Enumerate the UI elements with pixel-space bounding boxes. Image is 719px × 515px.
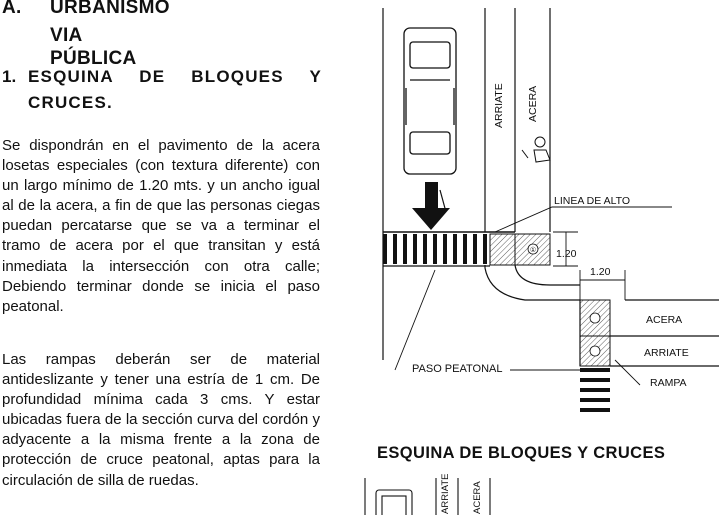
acera-label-horizontal: ACERA	[646, 314, 683, 326]
section-letter: A.	[2, 0, 22, 18]
crosswalk-stripes-vertical	[580, 368, 610, 412]
paso-peatonal-label: PASO PEATONAL	[412, 363, 503, 375]
dimension-vertical-label: 1.20	[556, 248, 577, 260]
subsection-title-line2: CRUCES.	[28, 93, 113, 112]
paragraph-rampas: Las rampas deberán ser de material antideslizante y tener una estría de 1 cm. De profundidad mínima cada 3 cms. Y estar ubicadas fuera de la sección curva del cordón y adyacente a la misma frente a la zona de protección de cruce peatonal, aptas para la circulación de silla de ruedas.	[2, 351, 320, 489]
pedestrian-icon	[522, 137, 550, 162]
section-title-line1: URBANISMO	[50, 0, 170, 18]
direction-arrow-icon	[412, 182, 450, 230]
second-acera-label: ACERA	[472, 481, 483, 514]
diagram-caption: ESQUINA DE BLOQUES Y CRUCES	[377, 444, 666, 462]
paragraph-losetas: Se dispondrán en el pavimento de la acera losetas especiales (con textura diferente) con un largo mínimo de 1.20 mts. y un ancho igual al de la acera, a fin de que las personas ciegas puedan percatarse que se va a terminar el tramo de acera por el que transitan y está inmediata la intersección con otra calle; Debiendo terminar donde se inicia el paso peatonal.	[2, 137, 320, 315]
section-title-line2: VIA PÚBLICA	[50, 25, 137, 69]
text-column	[0, 0, 322, 515]
tactile-tile-top	[490, 234, 550, 265]
second-arriate-label: ARRIATE	[440, 473, 451, 514]
arriate-label-vertical: ARRIATE	[493, 83, 505, 128]
tactile-tile-right	[580, 300, 610, 366]
tile-symbol-top: ①	[529, 247, 537, 254]
acera-label-vertical: ACERA	[527, 85, 539, 122]
subsection-title-line1: ESQUINA DE BLOQUES Y	[28, 67, 322, 86]
subsection-number: 1.	[2, 67, 17, 86]
rampa-label: RAMPA	[650, 377, 687, 389]
linea-de-alto-label: LINEA DE ALTO	[554, 195, 631, 207]
crosswalk-stripes	[383, 234, 487, 264]
dimension-horizontal-label: 1.20	[590, 266, 611, 278]
corner-diagram	[340, 0, 719, 515]
arriate-label-horizontal: ARRIATE	[644, 347, 689, 359]
car-icon	[404, 28, 456, 174]
